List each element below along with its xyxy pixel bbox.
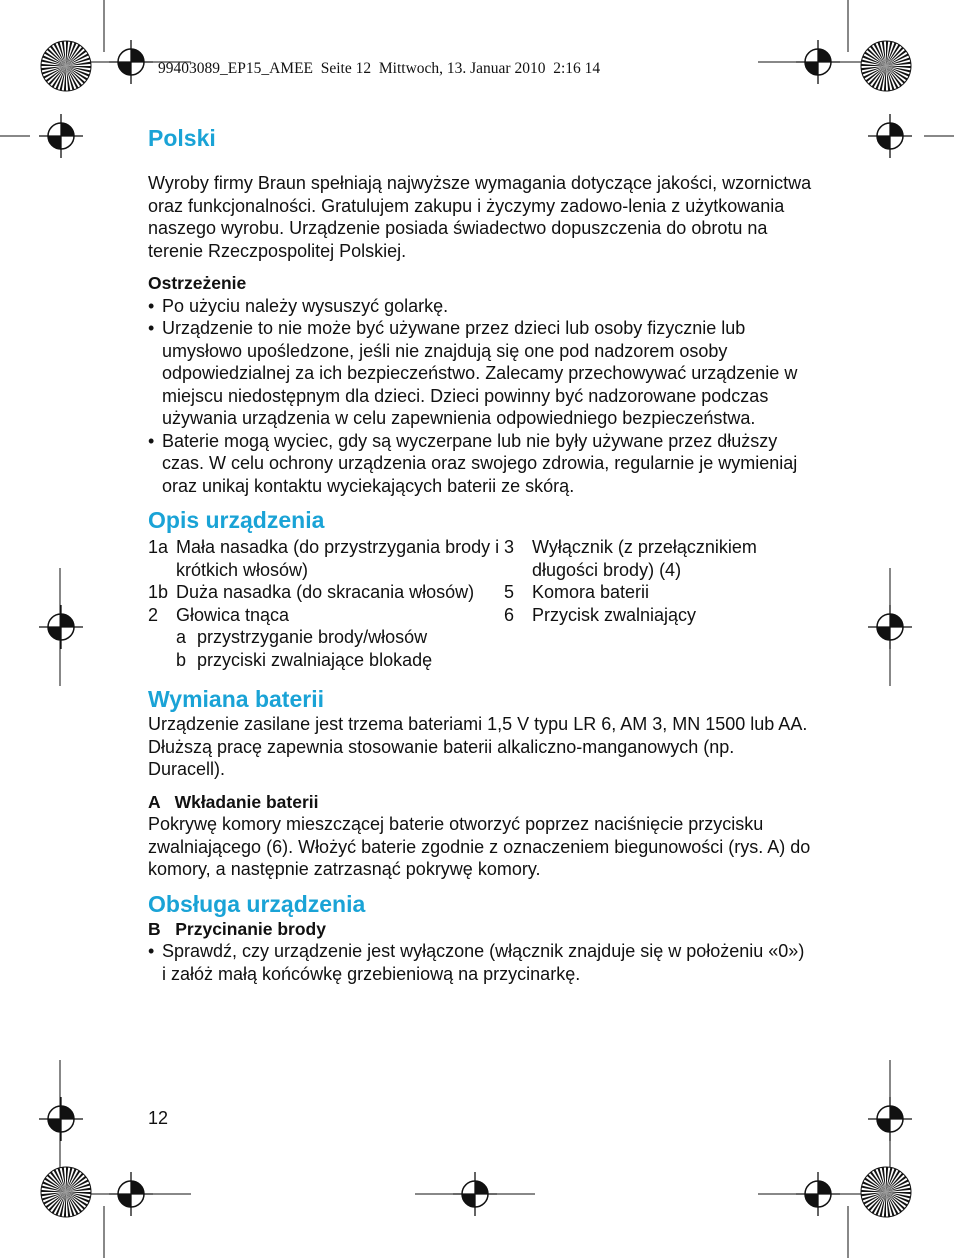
print-slug: 99403089_EP15_AMEE Seite 12 Mittwoch, 13. Januar 2010 2:16 14 (158, 60, 601, 77)
section-title-polski: Polski (148, 125, 216, 151)
insert-batteries-paragraph: Pokrywę komory mieszczącej baterie otworzyć poprzez naciśnięcie przycisku zwalniającego (6). Włożyć baterie zgodnie z oznaczeniem biegunowości (rys. A) do komory, a następnie zatrzasnąć pokrywę komory. (148, 814, 811, 879)
list-item: 3 Wyłącznik (z przełącznikiem długości brody) (4) (504, 537, 757, 580)
list-item: 5 Komora baterii (504, 582, 650, 602)
list-item: • Sprawdź, czy urządzenie jest wyłączone (włącznik znajduje się w położeniu «0») i załóż małą końcówkę grzebieniową na przycinarkę. (148, 940, 813, 985)
crosshair-mark (39, 114, 83, 158)
starburst-mark (861, 1167, 911, 1217)
section-title-obsluga: Obsługa urządzenia (148, 890, 366, 917)
warning-heading: Ostrzeżenie (148, 273, 247, 293)
subsection-heading-a: A Wkładanie baterii (148, 791, 319, 812)
list-item: 2 Głowica tnąca (148, 604, 290, 625)
warning-list (148, 295, 813, 498)
usage-list (148, 940, 813, 985)
list-item: 1b Duża nasadka (do skracania włosów) (148, 582, 475, 602)
crosshair-mark (868, 114, 912, 158)
section-title-wymiana: Wymiana baterii (148, 686, 324, 712)
list-item: • Urządzenie to nie może być używane przez dzieci lub osoby fizycznie lub umysłowo upośledzone, jeśli nie znajdują się one pod nadzorem osoby odpowiedzialnej za ich bezpieczeństwo. Zalecamy przechowywać urządzenie w miejscu niedostępnym dla dzieci. Dzieci powinny być nadzorowane podczas używania urządzenia w celu zapewnienia odpowiedniego bezpieczeństwa. (148, 317, 813, 430)
main-content (148, 124, 813, 985)
list-subitem: b przyciski zwalniające blokadę (176, 649, 433, 670)
subsection-heading-b: B Przycinanie brody (148, 918, 326, 939)
list-item: 1a Mała nasadka (do przystrzygania brody i krótkich włosów) (148, 537, 500, 580)
crosshair-mark (39, 1097, 83, 1141)
crosshair-mark (39, 605, 83, 649)
starburst-mark (41, 1167, 91, 1217)
list-item: 6 Przycisk zwalniający (504, 604, 697, 625)
starburst-mark (861, 41, 911, 91)
list-subitem: a przystrzyganie brody/włosów (176, 627, 428, 647)
section-title-opis: Opis urządzenia (148, 507, 325, 533)
batteries-paragraph: Urządzenie zasilane jest trzema bateriami 1,5 V typu LR 6, AM 3, MN 1500 lub AA. Dłuższą pracę zapewnia stosowanie baterii alkaliczno-manganowych (np. Duracell). (148, 714, 808, 779)
parts-list (148, 536, 813, 671)
starburst-mark (41, 41, 91, 91)
list-item: • Baterie mogą wyciec, gdy są wyczerpane lub nie były używane przez dłuższy czas. W celu ochrony urządzenia oraz swojego zdrowia, regularnie je wymieniaj oraz unikaj kontaktu wyciekających baterii ze skórą. (148, 430, 813, 498)
list-item: • Po użyciu należy wysuszyć golarkę. (148, 295, 813, 318)
intro-paragraph: Wyroby firmy Braun spełniają najwyższe wymagania dotyczące jakości, wzornictwa oraz funkcjonalności. Gratulujem zakupu i życzymy zadowo-lenia z użytkowania naszego wyrobu. Urządzenie posiada świadectwo dopuszczenia do obrotu na terenie Rzeczpospolitej Polskiej. (148, 173, 812, 261)
page-number: 12 (148, 1108, 169, 1128)
